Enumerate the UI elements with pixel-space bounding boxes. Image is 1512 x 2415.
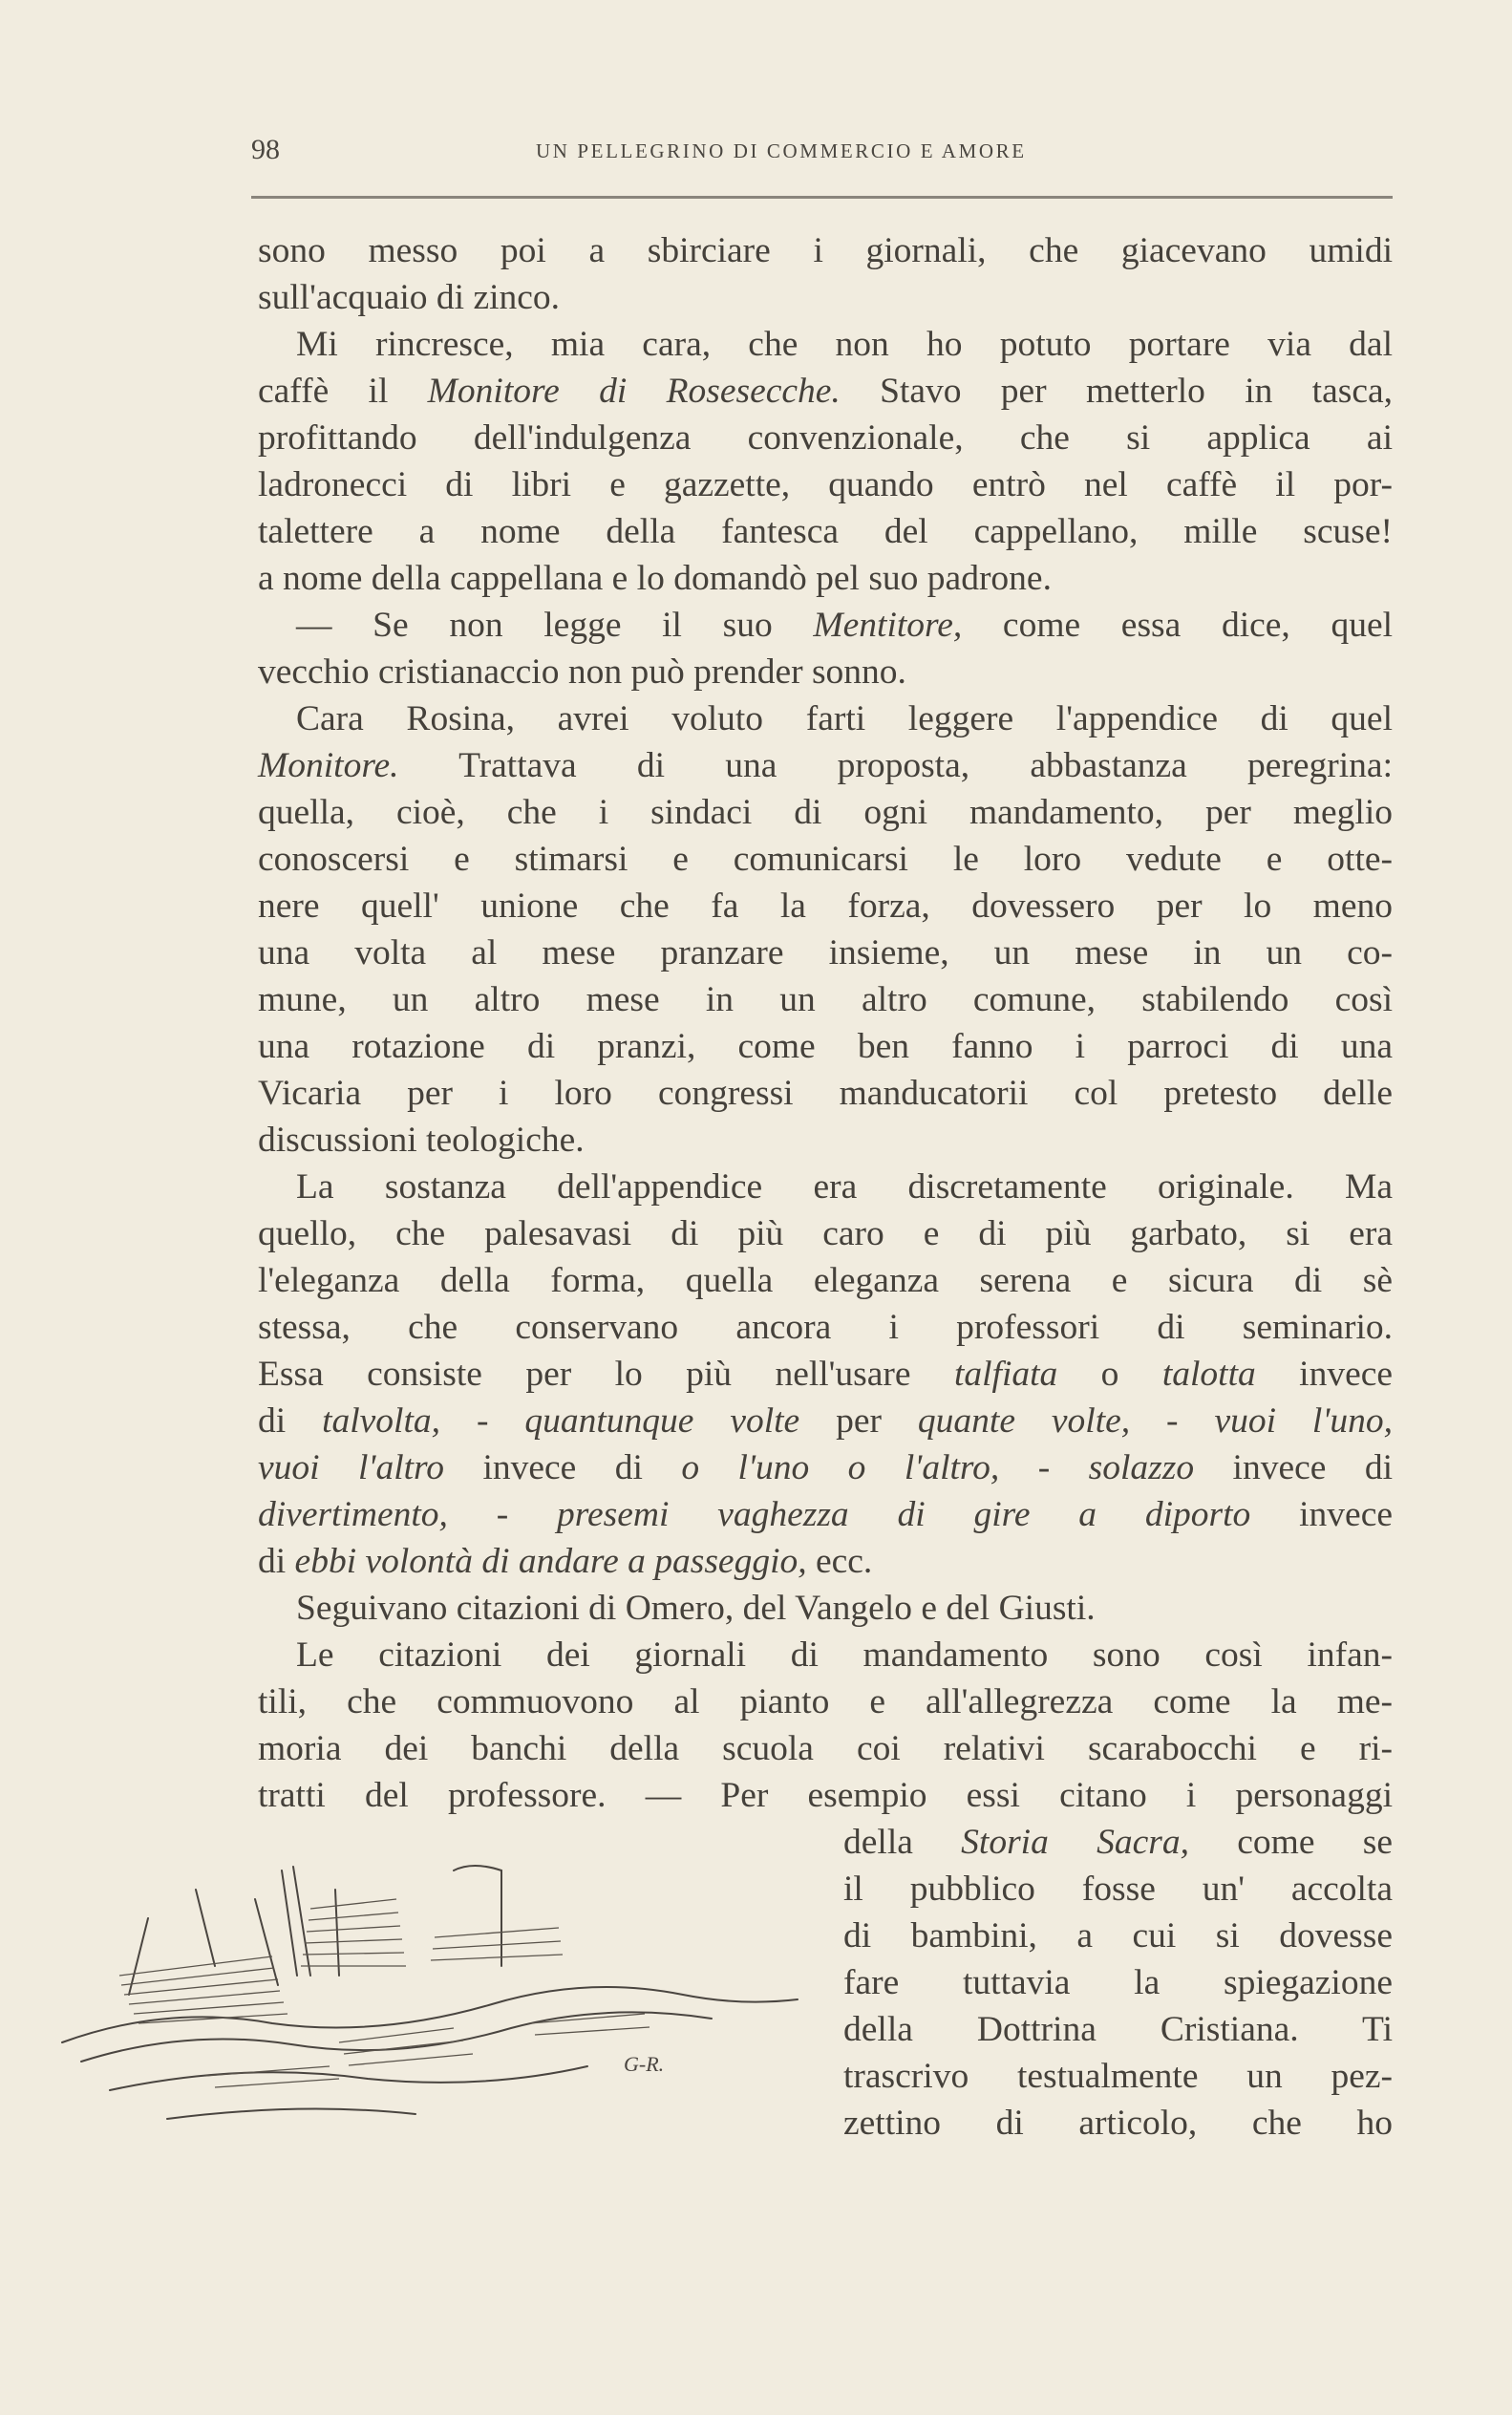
italic-text: talvolta, bbox=[322, 1401, 441, 1441]
text-line bbox=[258, 1398, 1393, 1444]
text-line bbox=[258, 883, 1393, 930]
text-line bbox=[258, 1632, 1393, 1678]
italic-text: talfiata bbox=[953, 1355, 1058, 1394]
text-segment: l'eleganza della forma, quella eleganza serena e sicura di sè bbox=[258, 1261, 1393, 1300]
text-line bbox=[258, 1023, 1393, 1070]
text-line bbox=[258, 1444, 1393, 1491]
text-line bbox=[258, 742, 1393, 789]
text-segment: profittando dell'indulgenza convenzionale, che si applica ai bbox=[258, 418, 1393, 458]
text-segment: conoscersi e stimarsi e comunicarsi le loro vedute e otte- bbox=[258, 840, 1393, 879]
text-line bbox=[258, 1257, 1393, 1304]
page-number: 98 bbox=[251, 134, 280, 165]
italic-text: divertimento, bbox=[258, 1495, 448, 1534]
text-line bbox=[843, 1866, 1393, 1913]
text-segment: sull'acquaio di zinco. bbox=[258, 278, 561, 317]
text-segment: invece di bbox=[1194, 1448, 1394, 1487]
text-line bbox=[258, 508, 1393, 555]
header-rule bbox=[251, 196, 1393, 199]
text-line bbox=[258, 695, 1393, 742]
text-line bbox=[258, 976, 1393, 1023]
italic-text: vuoi l'uno, bbox=[1214, 1401, 1393, 1441]
text-line bbox=[258, 1772, 1393, 1819]
text-segment: ecc. bbox=[806, 1542, 873, 1581]
text-line bbox=[843, 1819, 1393, 1866]
text-line bbox=[258, 789, 1393, 836]
text-line bbox=[843, 2006, 1393, 2053]
running-title: UN PELLEGRINO DI COMMERCIO E AMORE bbox=[536, 139, 1027, 162]
text-segment: di bambini, a cui si dovesse bbox=[843, 1916, 1393, 1956]
text-segment: moria dei banchi della scuola coi relativi scarabocchi e ri- bbox=[258, 1729, 1393, 1768]
landscape-illustration bbox=[53, 1832, 807, 2138]
text-line bbox=[258, 1538, 1393, 1585]
text-segment: quella, cioè, che i sindaci di ogni mandamento, per meglio bbox=[258, 793, 1393, 832]
text-segment: della Dottrina Cristiana. Ti bbox=[843, 2010, 1393, 2049]
text-line bbox=[258, 368, 1393, 415]
italic-text: presemi vaghezza di gire a diporto bbox=[557, 1495, 1251, 1534]
text-line bbox=[843, 1959, 1393, 2006]
text-line bbox=[258, 602, 1393, 649]
text-line bbox=[258, 227, 1393, 274]
text-segment: — Se non legge il suo bbox=[296, 606, 814, 645]
text-line bbox=[843, 1913, 1393, 1959]
text-segment: ladronecci di libri e gazzette, quando entrò nel caffè il por- bbox=[258, 465, 1393, 504]
italic-text: talotta bbox=[1161, 1355, 1256, 1394]
text-segment: La sostanza dell'appendice era discretamente originale. Ma bbox=[296, 1167, 1393, 1207]
text-line bbox=[258, 1304, 1393, 1351]
text-segment: tratti del professore. — Per esempio essi citano i personaggi bbox=[258, 1776, 1393, 1815]
text-segment: il pubblico fosse un' accolta bbox=[843, 1870, 1393, 1909]
text-segment: Cara Rosina, avrei voluto farti leggere l'appendice di quel bbox=[296, 699, 1393, 738]
text-line bbox=[258, 555, 1393, 602]
text-segment: a nome della cappellana e lo domandò pel suo padrone. bbox=[258, 559, 1052, 598]
text-segment: nere quell' unione che fa la forza, dovessero per lo meno bbox=[258, 887, 1393, 926]
italic-text: ebbi volontà di andare a passeggio, bbox=[294, 1542, 807, 1581]
italic-text: quante volte, bbox=[917, 1401, 1131, 1441]
text-segment: talettere a nome della fantesca del cappellano, mille scuse! bbox=[258, 512, 1393, 551]
text-segment: invece bbox=[1250, 1495, 1393, 1534]
italic-text: Monitore di Rosesecche. bbox=[427, 372, 841, 411]
text-segment: - bbox=[440, 1401, 525, 1441]
italic-text: o l'uno o l'altro, bbox=[681, 1448, 1000, 1487]
text-line bbox=[258, 1210, 1393, 1257]
text-segment: fare tuttavia la spiegazione bbox=[843, 1963, 1393, 2002]
text-segment: Seguivano citazioni di Omero, del Vangelo e del Giusti. bbox=[296, 1589, 1096, 1628]
text-segment: - bbox=[1130, 1401, 1215, 1441]
text-line bbox=[258, 836, 1393, 883]
text-segment: come essa dice, quel bbox=[962, 606, 1394, 645]
text-segment: una rotazione di pranzi, come ben fanno i parroci di una bbox=[258, 1027, 1393, 1066]
text-segment: Vicaria per i loro congressi manducatorii col pretesto delle bbox=[258, 1074, 1393, 1113]
text-segment: Le citazioni dei giornali di mandamento sono così infan- bbox=[296, 1635, 1393, 1675]
text-line bbox=[843, 2100, 1393, 2147]
italic-text: Monitore. bbox=[258, 746, 399, 785]
italic-text: vuoi l'altro bbox=[258, 1448, 444, 1487]
text-segment: - bbox=[447, 1495, 558, 1534]
text-segment: di bbox=[258, 1542, 295, 1581]
text-segment: trascrivo testualmente un pez- bbox=[843, 2057, 1393, 2096]
text-line bbox=[258, 1491, 1393, 1538]
italic-text: Mentitore, bbox=[813, 606, 963, 645]
text-line bbox=[258, 1585, 1393, 1632]
text-line bbox=[258, 1117, 1393, 1164]
text-line bbox=[258, 1351, 1393, 1398]
text-line bbox=[843, 2053, 1393, 2100]
text-line bbox=[258, 1678, 1393, 1725]
text-line bbox=[258, 461, 1393, 508]
text-segment: quello, che palesavasi di più caro e di più garbato, si era bbox=[258, 1214, 1393, 1253]
text-segment: discussioni teologiche. bbox=[258, 1121, 585, 1160]
text-line bbox=[258, 1070, 1393, 1117]
text-segment: mune, un altro mese in un altro comune, stabilendo così bbox=[258, 980, 1393, 1019]
text-line bbox=[258, 1725, 1393, 1772]
text-segment: una volta al mese pranzare insieme, un mese in un co- bbox=[258, 933, 1393, 972]
text-segment: zettino di articolo, che ho bbox=[843, 2104, 1393, 2143]
text-line bbox=[258, 321, 1393, 368]
text-segment: invece di bbox=[444, 1448, 682, 1487]
illustration-signature: G-R. bbox=[624, 2052, 665, 2076]
text-segment: invece bbox=[1255, 1355, 1394, 1394]
italic-text: quantunque volte bbox=[524, 1401, 800, 1441]
italic-text: solazzo bbox=[1088, 1448, 1195, 1487]
text-segment: vecchio cristianaccio non può prender sonno. bbox=[258, 652, 906, 692]
text-line bbox=[258, 274, 1393, 321]
text-segment: sono messo poi a sbirciare i giornali, che giacevano umidi bbox=[258, 231, 1393, 270]
text-segment: Essa consiste per lo più nell'usare bbox=[258, 1355, 954, 1394]
page-header bbox=[251, 134, 1393, 172]
text-segment: di bbox=[258, 1401, 323, 1441]
text-segment: o bbox=[1057, 1355, 1162, 1394]
text-line bbox=[258, 649, 1393, 695]
text-segment: per bbox=[799, 1401, 918, 1441]
text-segment: Stavo per metterlo in tasca, bbox=[840, 372, 1393, 411]
text-line bbox=[258, 415, 1393, 461]
text-segment: della bbox=[843, 1823, 962, 1862]
text-line bbox=[258, 930, 1393, 976]
text-segment: Mi rincresce, mia cara, che non ho potuto portare via dal bbox=[296, 325, 1393, 364]
text-segment: - bbox=[999, 1448, 1089, 1487]
text-segment: caffè il bbox=[258, 372, 428, 411]
text-segment: tili, che commuovono al pianto e all'allegrezza come la me- bbox=[258, 1682, 1393, 1721]
text-line bbox=[258, 1164, 1393, 1210]
italic-text: Storia Sacra, bbox=[961, 1823, 1189, 1862]
text-segment: come se bbox=[1188, 1823, 1393, 1862]
text-segment: Trattava di una proposta, abbastanza peregrina: bbox=[398, 746, 1393, 785]
text-segment: stessa, che conservano ancora i professori di seminario. bbox=[258, 1308, 1393, 1347]
